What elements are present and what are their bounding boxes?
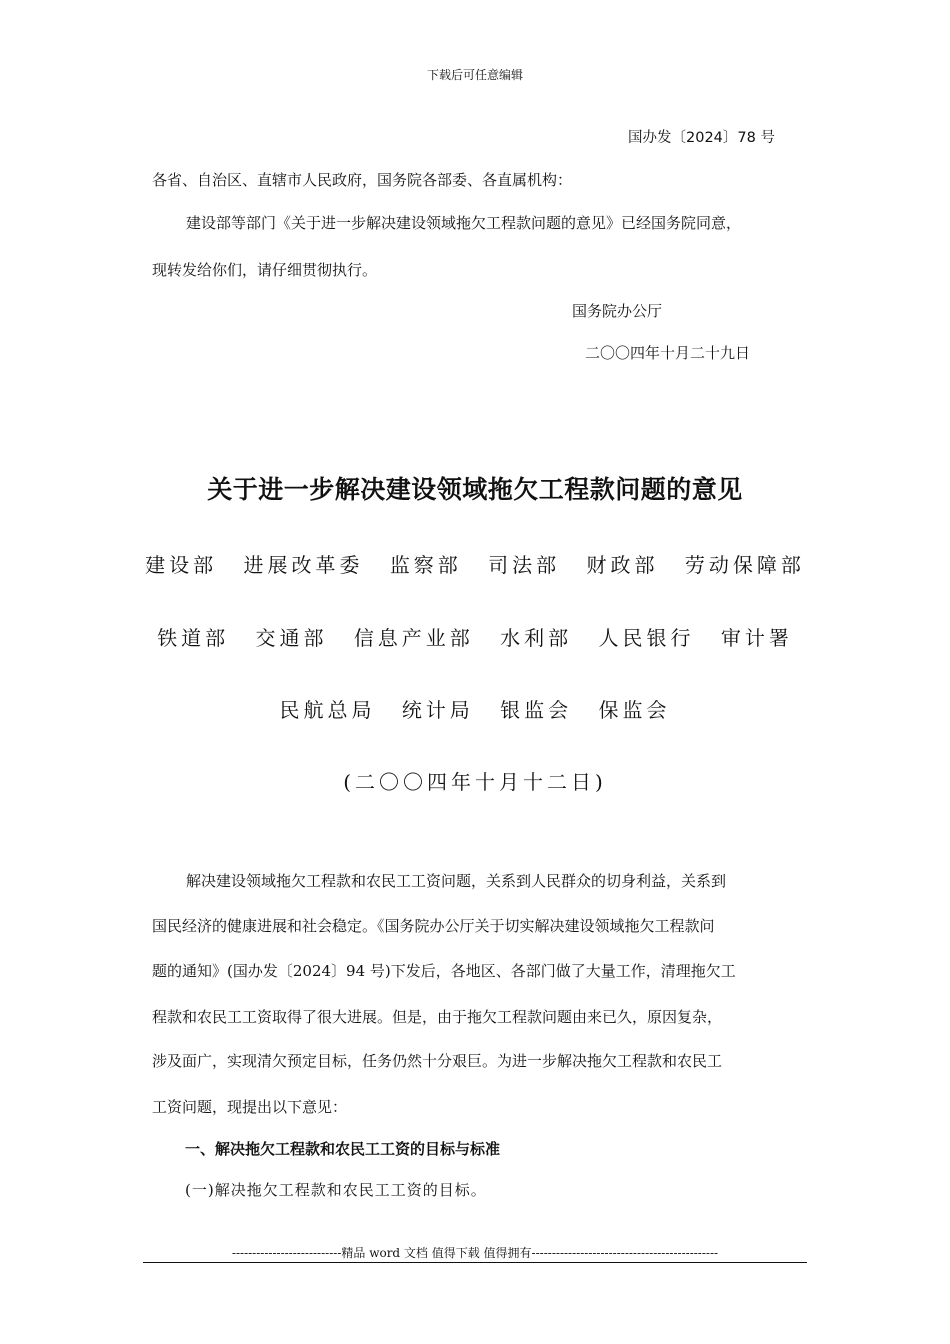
- department-name: 监察部: [389, 553, 462, 577]
- intro-paragraph-line: 涉及面广，实现清欠预定目标，任务仍然十分艰巨。为进一步解决拖欠工程款和农民工: [152, 1052, 723, 1070]
- forward-line: 现转发给你们，请仔细贯彻执行。: [152, 261, 378, 279]
- signature-date: 二〇〇四年十月二十九日: [585, 344, 751, 362]
- intro-paragraph-line: 题的通知》(国办发〔2024〕94 号)下发后，各地区、各部门做了大量工作，清理拖欠工: [152, 962, 736, 980]
- department-name: 信息产业部: [353, 626, 474, 650]
- page-footer-note: ---------------------------精品 word 文档 值得下载 值得拥有----------------------------------------------: [231, 1246, 719, 1260]
- issue-date: (二〇〇四年十月十二日): [343, 770, 607, 794]
- forward-line: 建设部等部门《关于进一步解决建设领域拖欠工程款问题的意见》已经国务院同意，: [186, 214, 742, 232]
- signature-org: 国务院办公厅: [572, 302, 663, 320]
- department-row: [0, 549, 950, 578]
- department-name: 进展改革委: [243, 553, 364, 577]
- department-name: 水利部: [500, 626, 573, 650]
- department-row: [0, 694, 950, 723]
- intro-paragraph-line: 工资问题，现提出以下意见：: [152, 1098, 348, 1116]
- department-name: 审计署: [720, 626, 793, 650]
- department-name: 财政部: [586, 553, 659, 577]
- intro-paragraph-line: 解决建设领域拖欠工程款和农民工工资问题，关系到人民群众的切身利益，关系到: [186, 872, 727, 890]
- department-row: [0, 622, 950, 651]
- addressee: 各省、自治区、直辖市人民政府，国务院各部委、各直属机构：: [152, 171, 573, 189]
- department-name: 铁道部: [157, 626, 230, 650]
- sub-heading: (一)解决拖欠工程款和农民工工资的目标。: [185, 1181, 487, 1199]
- page-header-note: 下载后可任意编辑: [426, 68, 523, 82]
- intro-paragraph-line: 国民经济的健康进展和社会稳定。《国务院办公厅关于切实解决建设领域拖欠工程款问: [152, 917, 715, 935]
- document-title: 关于进一步解决建设领域拖欠工程款问题的意见: [207, 475, 743, 504]
- document-number: 国办发〔2024〕78 号: [628, 130, 775, 146]
- intro-paragraph-line: 程款和农民工工资取得了很大进展。但是，由于拖欠工程款问题由来已久，原因复杂，: [152, 1008, 723, 1026]
- section-heading: 一、解决拖欠工程款和农民工工资的目标与标准: [185, 1140, 501, 1158]
- department-name: 保监会: [598, 698, 671, 722]
- department-name: 交通部: [255, 626, 328, 650]
- department-name: 司法部: [488, 553, 561, 577]
- department-name: 人民银行: [598, 626, 695, 650]
- footer-divider: [143, 1262, 807, 1263]
- department-name: 银监会: [500, 698, 573, 722]
- department-name: 建设部: [145, 553, 218, 577]
- department-name: 劳动保障部: [684, 553, 805, 577]
- department-name: 统计局: [401, 698, 474, 722]
- department-name: 民航总局: [279, 698, 376, 722]
